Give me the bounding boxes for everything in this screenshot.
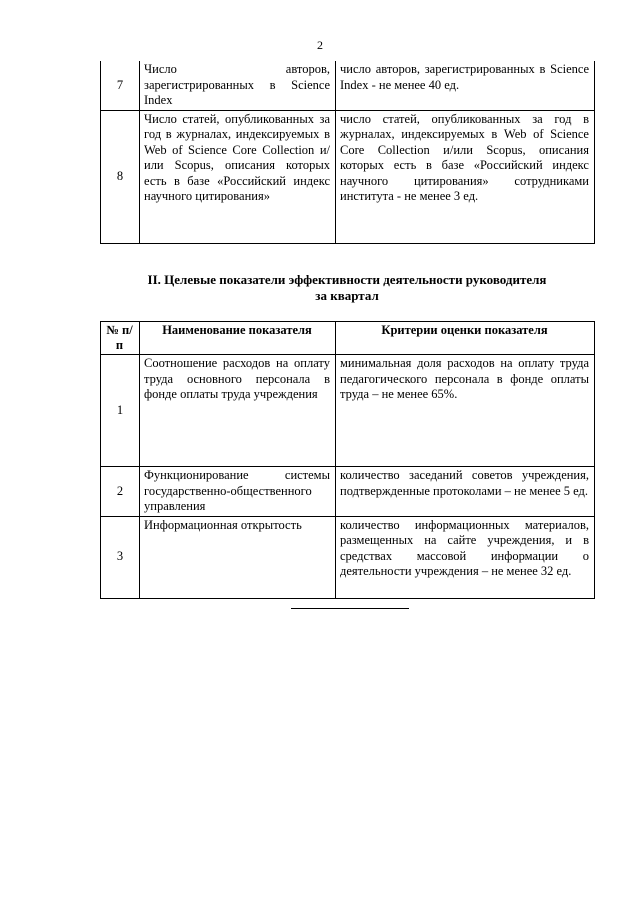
page-number: 2 — [317, 38, 323, 52]
row-number: 3 — [101, 516, 140, 598]
indicator-criterion: количество информационных материалов, размещенных на сайте учреждения, и в средствах массовой информации о деятельности учреждения – не менее 32 ед. — [336, 516, 595, 598]
row-number: 1 — [101, 355, 140, 467]
section-title-line1: II. Целевые показатели эффективности деятельности руководителя — [147, 272, 547, 287]
header-indicator: Наименование показателя — [140, 322, 336, 355]
section-title-line2: за квартал — [315, 288, 379, 303]
footer-divider — [291, 608, 409, 609]
indicator-name: Число авторов, зарегистрированных в Science Index — [140, 61, 336, 110]
indicator-criterion: число статей, опубликованных за год в журналах, индексируемых в Web of Science Core Collection и/или Scopus, описания которых есть в базе «Российский индекс научного цитирования» сотрудниками института - не менее 3 ед. — [336, 110, 595, 243]
row-number: 7 — [101, 61, 140, 110]
indicator-criterion: число авторов, зарегистрированных в Science Index - не менее 40 ед. — [336, 61, 595, 110]
row-number: 8 — [101, 110, 140, 243]
section-title — [100, 272, 594, 304]
manager-indicators-table — [100, 321, 595, 599]
indicator-name: Информационная открытость — [140, 516, 336, 598]
table-row — [101, 110, 595, 243]
table-row — [101, 355, 595, 467]
indicator-criterion: количество заседаний советов учреждения, подтвержденные протоколами – не менее 5 ед. — [336, 467, 595, 517]
table-header-row — [101, 322, 595, 355]
indicator-name: Соотношение расходов на оплату труда основного персонала в фонде оплаты труда учреждения — [140, 355, 336, 467]
header-criterion: Критерии оценки показателя — [336, 322, 595, 355]
table-row — [101, 516, 595, 598]
header-number: № п/п — [101, 322, 140, 355]
indicator-name: Число статей, опубликованных за год в журналах, индексируемых в Web of Science Core Collection и/или Scopus, описания которых есть в базе «Российский индекс научного цитирования» — [140, 110, 336, 243]
row-number: 2 — [101, 467, 140, 517]
indicators-table-continued — [100, 61, 595, 244]
table-row — [101, 467, 595, 517]
indicator-name: Функционирование системы государственно-общественного управления — [140, 467, 336, 517]
indicator-criterion: минимальная доля расходов на оплату труда педагогического персонала в фонде оплаты труда – не менее 65%. — [336, 355, 595, 467]
table-row — [101, 61, 595, 110]
